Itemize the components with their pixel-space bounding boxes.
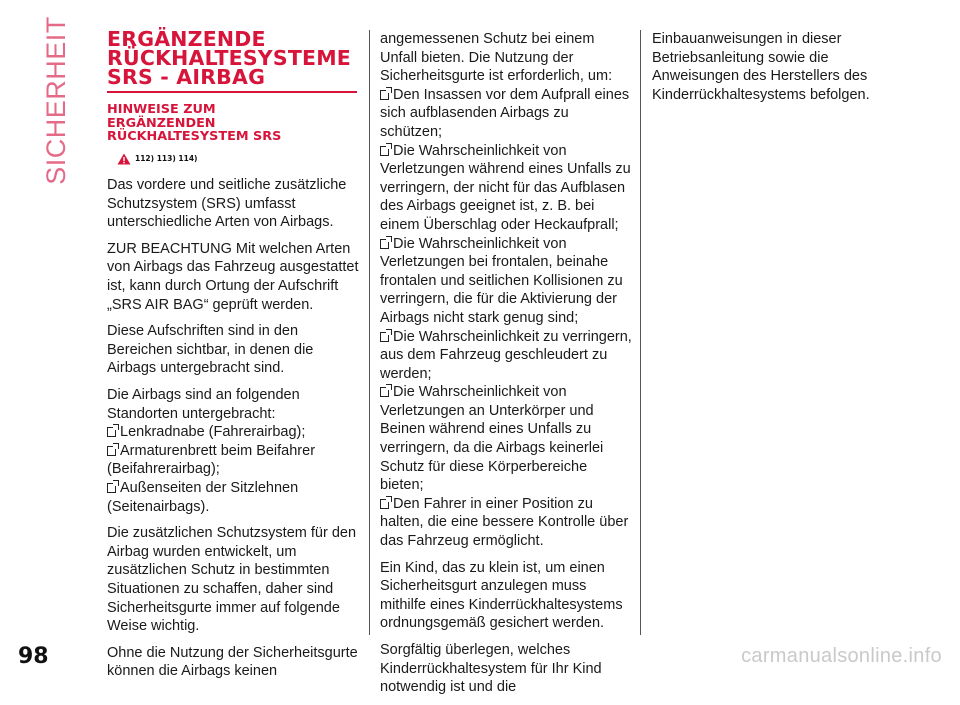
bullet-icon	[107, 483, 116, 493]
paragraph: Ohne die Nutzung der Sicherheitsgurte können die Airbags keinen	[107, 644, 358, 680]
column-divider	[640, 30, 641, 635]
list-item	[380, 328, 632, 384]
paragraph: Die Airbags sind an folgenden Standorten untergebracht:	[107, 387, 300, 422]
column-divider	[369, 30, 370, 635]
page-number: 98	[18, 644, 49, 669]
bullet-icon	[380, 332, 389, 342]
list-item	[107, 479, 359, 516]
list-item-text: Den Insassen vor dem Aufprall eines sich aufblasenden Airbags zu schützen;	[380, 86, 630, 140]
paragraph: Die zusätzlichen Schutzsystem für den Airbag wurden entwickelt, um zusätzlichen Schutz in bestimmten Situationen zu schaffen, daher sind Sicherheitsgurte immer auf folgende Weise wichtig.	[107, 525, 357, 635]
subsection-title-line: RÜCKHALTESYSTEM SRS	[107, 129, 282, 144]
bullet-icon	[107, 446, 116, 456]
warning-references	[117, 150, 359, 169]
paragraph: Einbauanweisungen in dieser Betriebsanleitung sowie die Anweisungen des Herstellers des Kinderrückhaltesystems befolgen.	[652, 31, 870, 103]
paragraph: Das vordere und seitliche zusätzliche Schutzsystem (SRS) umfasst unterschiedliche Arten von Airbags.	[107, 177, 347, 231]
bullet-icon	[380, 499, 389, 509]
list-item-text: Außenseiten der Sitzlehnen (Seitenairbags).	[107, 480, 299, 515]
subsection-title	[107, 103, 359, 144]
watermark: carmanualsonline.info	[741, 645, 942, 667]
list-item-text: Die Wahrscheinlichkeit zu verringern, aus dem Fahrzeug geschleudert zu werden;	[380, 328, 632, 382]
list-item	[107, 442, 359, 479]
warning-reference-numbers: 112) 113) 114)	[135, 153, 198, 163]
list-item-text: Den Fahrer in einer Position zu halten, die eine bessere Kontrolle über das Fahrzeug ermöglicht.	[380, 495, 629, 550]
paragraph: ZUR BEACHTUNG Mit welchen Arten von Airbags das Fahrzeug ausgestattet ist, kann durch Ortung der Aufschrift „SRS AIR BAG“ geprüft werden.	[107, 240, 359, 313]
column-3	[652, 30, 904, 112]
paragraph: angemessenen Schutz bei einem Unfall bieten. Die Nutzung der Sicherheitsgurte ist erforderlich, um:	[380, 31, 613, 85]
subsection-title-line: ERGÄNZENDEN	[107, 115, 216, 131]
paragraph: Sorgfältig überlegen, welches Kinderrückhaltesystem für Ihr Kind notwendig ist und die	[380, 642, 602, 696]
section-title-line: ERGÄNZENDE	[107, 27, 266, 51]
list-item	[107, 423, 359, 442]
list-item	[380, 235, 632, 328]
list-item-text: Lenkradnabe (Fahrerairbag);	[120, 424, 306, 441]
list-item	[380, 495, 632, 551]
paragraph: Diese Aufschriften sind in den Bereichen sichtbar, in denen die Airbags untergebracht sind.	[107, 323, 314, 377]
list-item	[380, 142, 632, 235]
section-title	[107, 27, 359, 89]
bullet-icon	[380, 146, 389, 156]
column-1	[107, 27, 359, 689]
list-item-text: Die Wahrscheinlichkeit von Verletzungen während eines Unfalls zu verringern, der nicht für das Aufblasen des Airbags geeignet ist, z. B. bei einem Überschlag oder Heckaufprall;	[380, 142, 631, 233]
section-title-underline	[107, 91, 357, 93]
warning-triangle-icon	[117, 153, 131, 165]
section-title-line: RÜCKHALTESYSTEME	[107, 46, 352, 70]
list-item-text: Die Wahrscheinlichkeit von Verletzungen bei frontalen, beinahe frontalen und seitlichen Kollisionen zu verringern, die für die Aktivierung der Airbags nicht stark genug sind;	[380, 235, 623, 326]
side-section-label-text: SICHERHEIT	[40, 15, 71, 185]
bullet-icon	[107, 427, 116, 437]
side-section-label	[36, 15, 76, 185]
list-item-text: Die Wahrscheinlichkeit von Verletzungen an Unterkörper und Beinen während eines Unfalls zu verringern, da die Airbags keinerlei Schutz für diese Körperbereiche bieten;	[380, 384, 604, 494]
list-item	[380, 383, 632, 495]
subsection-title-line: HINWEISE ZUM	[107, 102, 216, 117]
column-2	[380, 30, 632, 705]
bullet-icon	[380, 239, 389, 249]
bullet-icon	[380, 90, 389, 100]
bullet-icon	[380, 387, 389, 397]
list-item	[380, 86, 632, 142]
paragraph: Ein Kind, das zu klein ist, um einen Sicherheitsgurt anzulegen muss mithilfe eines Kinderrückhaltesystems ordnungsgemäß gesichert werden.	[380, 559, 623, 632]
section-title-line: SRS - AIRBAG	[107, 65, 266, 89]
list-item-text: Armaturenbrett beim Beifahrer (Beifahrerairbag);	[107, 442, 316, 478]
